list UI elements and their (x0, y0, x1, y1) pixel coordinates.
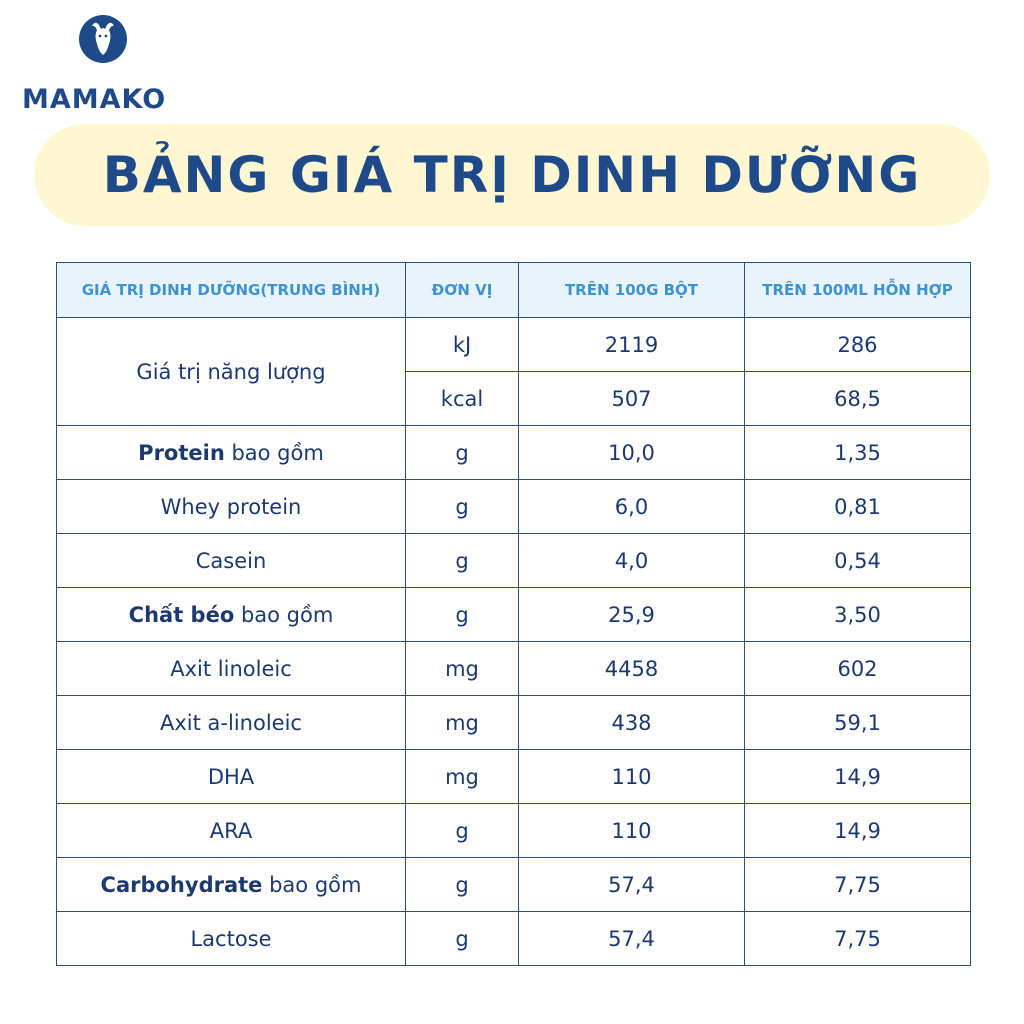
cell-nutrient (57, 588, 406, 642)
brand-logo (22, 14, 192, 115)
title-banner (34, 124, 990, 226)
cell-nutrient (57, 696, 406, 750)
cell-nutrient (57, 750, 406, 804)
header-per-100ml: TRÊN 100ML HỖN HỢP (745, 263, 971, 318)
table-header-row (57, 263, 971, 318)
nutrient-label: Axit linoleic (170, 656, 292, 681)
nutrient-label: Casein (195, 548, 267, 573)
table-row (57, 696, 971, 750)
cell-per-100ml: 3,50 (745, 588, 971, 642)
goat-head-icon (78, 14, 128, 64)
cell-per-100ml: 14,9 (745, 804, 971, 858)
cell-unit: mg (406, 696, 519, 750)
energy-label: Giá trị năng lượng (57, 318, 406, 426)
nutrient-label: ARA (209, 818, 253, 843)
nutrient-label: DHA (207, 764, 255, 789)
cell-per-100ml: 1,35 (745, 426, 971, 480)
page-title: BẢNG GIÁ TRỊ DINH DƯỠNG (102, 146, 922, 204)
cell-per-100g: 2119 (519, 318, 745, 372)
cell-per-100ml: 68,5 (745, 372, 971, 426)
cell-nutrient (57, 858, 406, 912)
cell-per-100g: 6,0 (519, 480, 745, 534)
cell-unit: mg (406, 642, 519, 696)
cell-per-100ml: 7,75 (745, 912, 971, 966)
cell-unit: g (406, 426, 519, 480)
cell-nutrient (57, 534, 406, 588)
cell-per-100ml: 59,1 (745, 696, 971, 750)
cell-unit: kJ (406, 318, 519, 372)
nutrient-label: bao gồm (262, 872, 362, 897)
cell-per-100ml: 286 (745, 318, 971, 372)
cell-unit: g (406, 912, 519, 966)
brand-name: MAMAKO (22, 84, 167, 115)
table-row-energy-kj (57, 318, 971, 372)
cell-unit: g (406, 480, 519, 534)
nutrient-group-label: Protein (138, 440, 225, 465)
nutrient-group-label: Chất béo (128, 602, 235, 627)
nutrient-label: Lactose (190, 926, 272, 951)
table-row (57, 750, 971, 804)
cell-per-100g: 438 (519, 696, 745, 750)
cell-per-100ml: 0,81 (745, 480, 971, 534)
table-row (57, 642, 971, 696)
header-nutrient: GIÁ TRỊ DINH DƯỠNG(TRUNG BÌNH) (57, 263, 406, 318)
nutrient-label: Whey protein (160, 494, 302, 519)
cell-per-100g: 110 (519, 804, 745, 858)
cell-per-100ml: 14,9 (745, 750, 971, 804)
header-unit: ĐƠN VỊ (406, 263, 519, 318)
nutrient-group-label: Carbohydrate (100, 872, 263, 897)
cell-per-100g: 57,4 (519, 912, 745, 966)
cell-per-100g: 4458 (519, 642, 745, 696)
table-row (57, 804, 971, 858)
cell-nutrient (57, 480, 406, 534)
cell-per-100g: 4,0 (519, 534, 745, 588)
cell-unit: mg (406, 750, 519, 804)
cell-nutrient (57, 912, 406, 966)
cell-per-100g: 507 (519, 372, 745, 426)
cell-per-100g: 110 (519, 750, 745, 804)
cell-unit: g (406, 588, 519, 642)
cell-nutrient (57, 426, 406, 480)
cell-unit: g (406, 804, 519, 858)
table-row (57, 426, 971, 480)
nutrient-label: bao gồm (224, 440, 324, 465)
cell-per-100ml: 602 (745, 642, 971, 696)
cell-per-100ml: 7,75 (745, 858, 971, 912)
cell-unit: g (406, 534, 519, 588)
table-row (57, 858, 971, 912)
cell-per-100g: 25,9 (519, 588, 745, 642)
cell-per-100g: 10,0 (519, 426, 745, 480)
cell-per-100ml: 0,54 (745, 534, 971, 588)
table-row (57, 912, 971, 966)
cell-unit: kcal (406, 372, 519, 426)
table-row (57, 588, 971, 642)
cell-nutrient (57, 642, 406, 696)
nutrition-table (56, 262, 971, 966)
header-per-100g: TRÊN 100G BỘT (519, 263, 745, 318)
table-row (57, 480, 971, 534)
nutrient-label: bao gồm (234, 602, 334, 627)
cell-per-100g: 57,4 (519, 858, 745, 912)
cell-nutrient (57, 804, 406, 858)
table-row (57, 534, 971, 588)
cell-unit: g (406, 858, 519, 912)
nutrient-label: Axit a-linoleic (160, 710, 302, 735)
